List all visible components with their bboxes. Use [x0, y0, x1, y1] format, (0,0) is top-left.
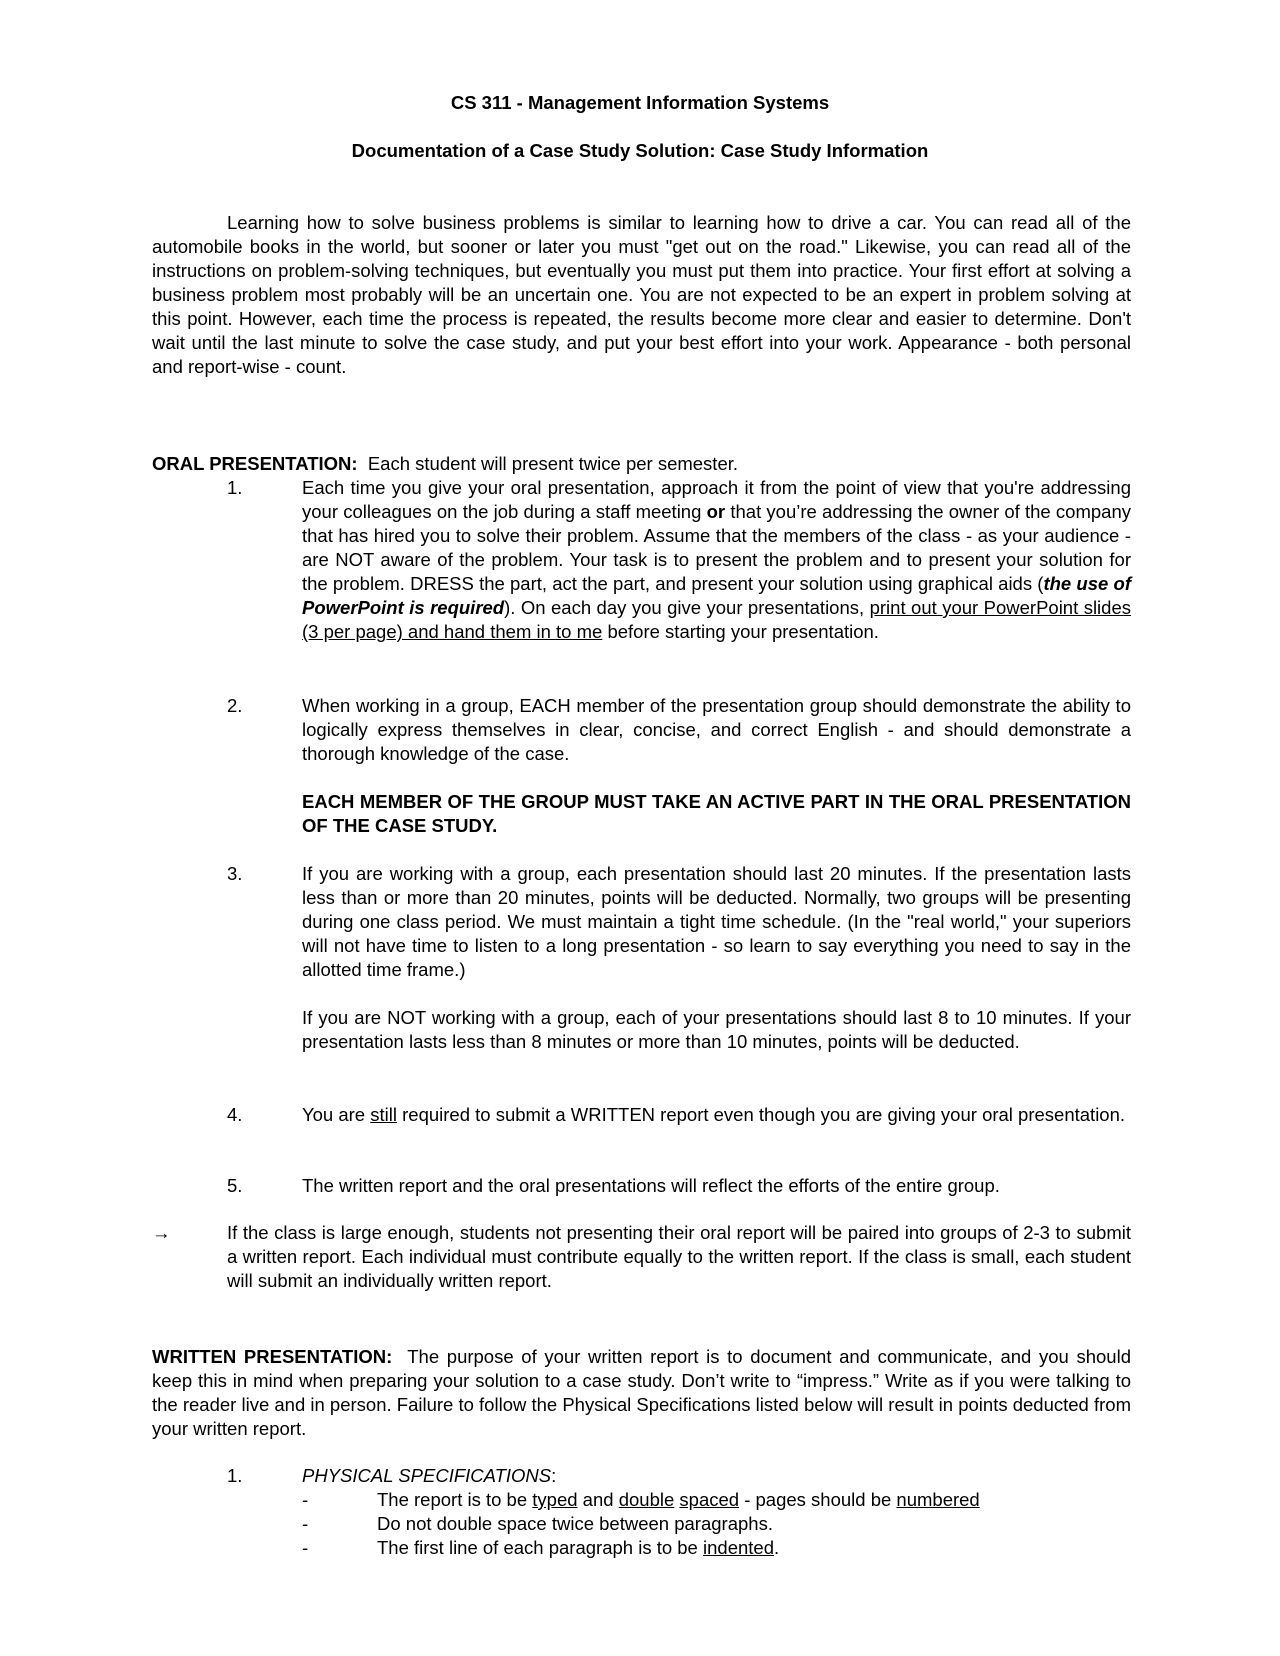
spec-bullet-3: - The first line of each paragraph is to be indented.	[302, 1537, 780, 1558]
physical-specifications: 1. PHYSICAL SPECIFICATIONS:	[227, 1465, 557, 1486]
item-text: When working in a group, EACH member of the presentation group should demonstrate the ability to logically express themselves in clear, concise, and correct English - and should demonstrate a thorough knowledge of the case.	[302, 695, 1131, 764]
arrow-note	[152, 1221, 1131, 1293]
item-text: You are still required to submit a WRITTEN report even though you are giving your oral presentation.	[302, 1104, 1126, 1125]
spec-bullet-1: - The report is to be typed and double spaced - pages should be numbered	[302, 1489, 980, 1510]
bullet-dash: -	[302, 1537, 309, 1558]
item-number: 4.	[227, 1104, 243, 1125]
oral-item-5	[152, 1174, 1131, 1198]
written-presentation-paragraph	[152, 1345, 1131, 1441]
item-text-2: If you are NOT working with a group, each of your presentations should last 8 to 10 minutes. If your presentation lasts less than 8 minutes or more than 10 minutes, points will be deducted.	[302, 1007, 1131, 1052]
written-text: The purpose of your written report is to document and communicate, and you should keep this in mind when preparing your solution to a case study. Don’t write to “impress.” Write as if you were talking to the reader live and in person. Failure to follow the Physical Specifications listed below will result in points deducted from your written report.	[152, 1346, 1131, 1439]
item-number: 1.	[227, 477, 243, 498]
intro-text: Learning how to solve business problems is similar to learning how to drive a car. You can read all of the automobile books in the world, but sooner or later you must "get out on the road." Likewise, you can read all of the instructions on problem-solving techniques, but eventually you must put them into practice. Your first effort at solving a business problem most probably will be an uncertain one. You are not expected to be an expert in problem solving at this point. However, each time the process is repeated, the results become more clear and easier to determine. Don't wait until the last minute to solve the case study, and put your best effort into your work. Appearance - both personal and report-wise - count.	[152, 212, 1131, 377]
still-underlined: still	[370, 1104, 397, 1125]
arrow-note-text: If the class is large enough, students not presenting their oral report will be paired into groups of 2-3 to submit a written report. Each individual must contribute equally to the written report. If the class is small, each student will submit an individually written report.	[227, 1222, 1131, 1291]
bullet-dash: -	[302, 1513, 309, 1534]
intro-paragraph	[152, 211, 1131, 379]
document-title: Documentation of a Case Study Solution: Case Study Information	[351, 140, 929, 161]
oral-item-2	[152, 694, 1131, 838]
item-number: 3.	[227, 863, 243, 884]
emphasis-or: or	[706, 501, 726, 522]
written-heading-label: WRITTEN PRESENTATION:	[152, 1346, 393, 1367]
arrow-icon: →	[152, 1222, 171, 1243]
group-emphasis: EACH MEMBER OF THE GROUP MUST TAKE AN ACTIVE PART IN THE ORAL PRESENTATION OF THE CASE STUDY.	[302, 791, 1131, 836]
oral-item-3	[152, 862, 1131, 1054]
item-number: 1.	[227, 1465, 243, 1486]
print-slides-instruction: print out your PowerPoint slides (3 per page) and hand them in to me	[302, 597, 1131, 642]
oral-item-4	[152, 1103, 1131, 1127]
oral-heading-text: Each student will present twice per semester.	[367, 453, 739, 474]
oral-heading-label: ORAL PRESENTATION:	[152, 453, 358, 474]
item-number: 5.	[227, 1175, 243, 1196]
spec-bullet-2: - Do not double space twice between paragraphs.	[302, 1513, 773, 1534]
item-text: The written report and the oral presentations will reflect the efforts of the entire group.	[302, 1175, 1000, 1196]
course-title: CS 311 - Management Information Systems	[450, 92, 830, 113]
physical-specifications-label: PHYSICAL SPECIFICATIONS	[302, 1465, 552, 1486]
item-number: 2.	[227, 695, 243, 716]
oral-presentation-heading	[152, 452, 1131, 476]
oral-item-1	[152, 476, 1131, 644]
item-text: Each time you give your oral presentation, approach it from the point of view that you're addressing your colleagues on the job during a staff meeting or that you’re addressing the owner of the company that has hired you to solve their problem. Assume that the members of the class - as your audience - are NOT aware of the problem. Your task is to present the problem and to present your solution for the problem. DRESS the part, act the part, and present your solution using graphical aids (the use of PowerPoint is required). On each day you give your presentations, print out your PowerPoint slides (3 per page) and hand them in to me before starting your presentation.	[302, 477, 1132, 642]
item-text: If you are working with a group, each presentation should last 20 minutes. If the presentation lasts less than or more than 20 minutes, points will be deducted. Normally, two groups will be presenting during one class period. We must maintain a tight time schedule. (In the "real world," your superiors will not have time to listen to a long presentation - so learn to say everything you need to say in the allotted time frame.)	[302, 863, 1131, 980]
bullet-dash: -	[302, 1489, 309, 1510]
powerpoint-required: the use of PowerPoint is required	[302, 573, 1131, 618]
